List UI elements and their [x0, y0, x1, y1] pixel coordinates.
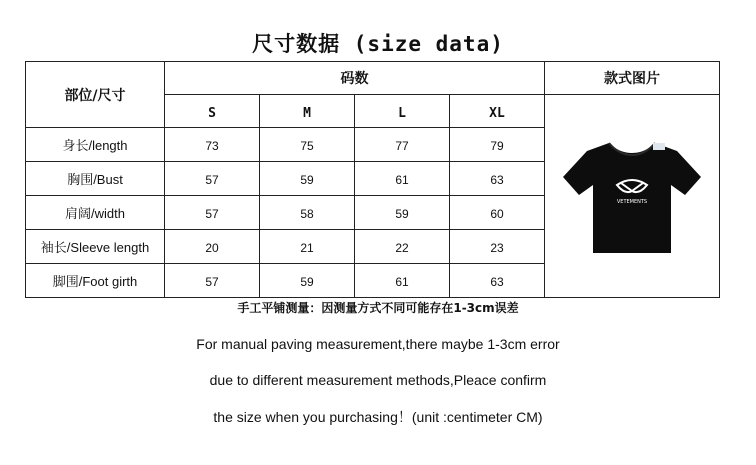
- size-header-l: L: [355, 95, 450, 128]
- table-cell: 57: [165, 162, 260, 196]
- table-cell: 59: [260, 162, 355, 196]
- table-cell: 57: [165, 196, 260, 230]
- table-cell: 22: [355, 230, 450, 264]
- table-cell: 77: [355, 128, 450, 162]
- table-cell: 23: [450, 230, 545, 264]
- measurement-note-en-line2: due to different measurement methods,Pleace confirm: [209, 372, 547, 388]
- table-cell: 79: [450, 128, 545, 162]
- table-cell: 59: [260, 264, 355, 298]
- product-image: [557, 129, 707, 263]
- table-cell: 61: [355, 264, 450, 298]
- table-cell: 73: [165, 128, 260, 162]
- black-tshirt-icon: [557, 129, 707, 263]
- row-label: 袖长/Sleeve length: [26, 230, 165, 264]
- product-image-cell: [545, 95, 720, 298]
- size-header-s: S: [165, 95, 260, 128]
- table-cell: 58: [260, 196, 355, 230]
- row-label: 脚围/Foot girth: [26, 264, 165, 298]
- table-cell: 63: [450, 264, 545, 298]
- table-cell: 59: [355, 196, 450, 230]
- table-cell: 57: [165, 264, 260, 298]
- row-label: 肩阔/width: [26, 196, 165, 230]
- table-cell: 61: [355, 162, 450, 196]
- table-cell: 75: [260, 128, 355, 162]
- page-title: 尺寸数据 (size data): [252, 32, 504, 56]
- table-cell: 63: [450, 162, 545, 196]
- table-cell: 21: [260, 230, 355, 264]
- size-header-xl: XL: [450, 95, 545, 128]
- image-header: 款式图片: [545, 62, 720, 95]
- part-size-header: 部位/尺寸: [26, 62, 165, 128]
- row-label: 胸围/Bust: [26, 162, 165, 196]
- measurement-note-cn: 手工平铺测量：因测量方式不同可能存在1-3cm误差: [237, 301, 519, 315]
- size-chart-table: [25, 61, 720, 298]
- table-cell: 60: [450, 196, 545, 230]
- table-cell: 20: [165, 230, 260, 264]
- row-label: 身长/length: [26, 128, 165, 162]
- svg-text:VETEMENTS: VETEMENTS: [616, 199, 648, 205]
- code-header: 码数: [165, 62, 545, 95]
- header-row-1: [26, 62, 720, 95]
- measurement-note-en-line3: the size when you purchasing！(unit :centimeter CM): [213, 409, 543, 425]
- size-header-m: M: [260, 95, 355, 128]
- measurement-note-en-line1: For manual paving measurement,there maybe 1-3cm error: [196, 336, 560, 352]
